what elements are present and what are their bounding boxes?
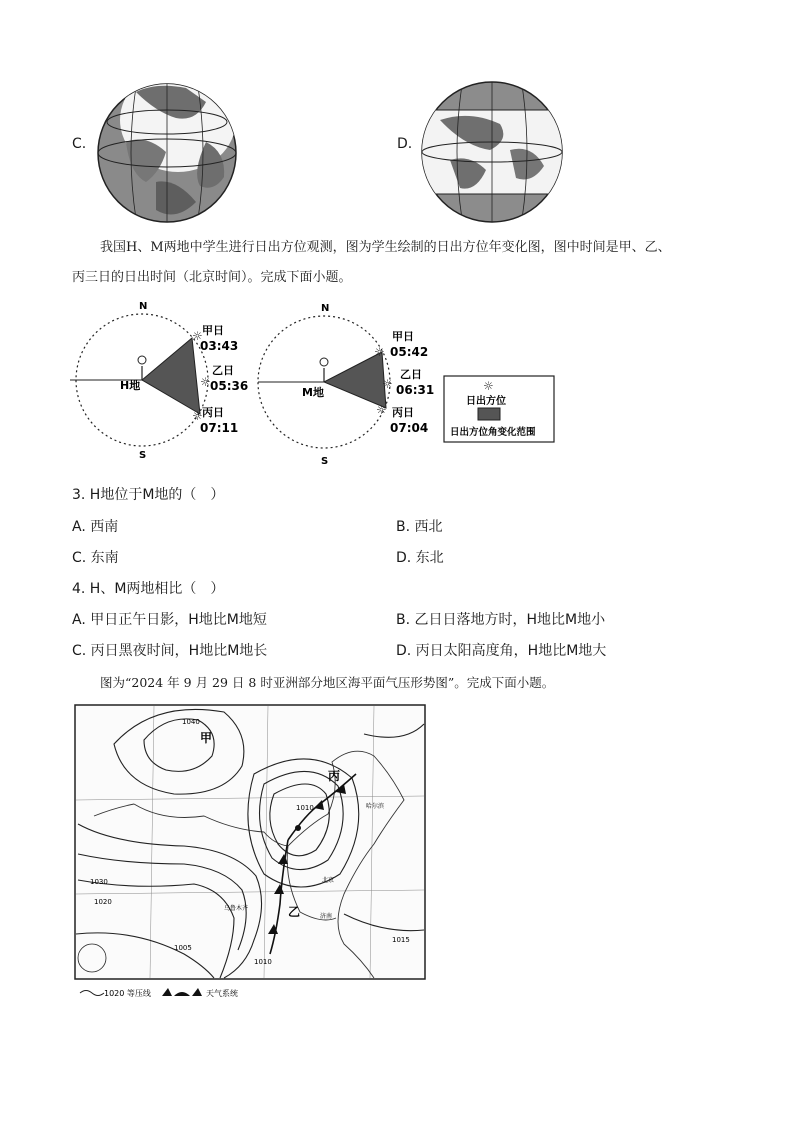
q4-stem: 4. H、M两地相比（ ） — [72, 581, 225, 597]
m-south-label: S — [321, 456, 329, 467]
intro-weather-map: 图为“2024 年 9 月 29 日 8 时亚洲部分地区海平面气压形势图”。完成下面小题。 — [100, 675, 555, 690]
m-sun-yi-icon: ☼ — [382, 377, 393, 391]
globe-d-figure — [420, 80, 564, 224]
intro-line-2: 丙三日的日出时间（北京时间）。完成下面小题。 — [72, 270, 352, 285]
map-legend — [80, 988, 238, 998]
pressure-map-figure — [74, 704, 426, 1004]
city-urumqi: 乌鲁木齐 — [224, 905, 249, 912]
option-d-label: D. — [397, 136, 413, 152]
isobar-1030: 1030 — [90, 878, 108, 886]
q4-option-a[interactable]: A. 甲日正午日影，H地比M地短 — [72, 612, 267, 628]
sunrise-azimuth-figure — [70, 296, 570, 468]
q3-option-c[interactable]: C. 东南 — [72, 550, 119, 566]
m-bing-time: 07:04 — [390, 421, 429, 435]
q3-option-d[interactable]: D. 东北 — [396, 550, 444, 566]
map-label-bing: 丙 — [328, 769, 341, 783]
m-jia-label: 甲日 — [392, 330, 414, 343]
legend-front: 天气系统 — [206, 989, 238, 998]
isobar-1015: 1015 — [392, 936, 410, 944]
map-label-yi: 乙 — [288, 905, 301, 919]
h-yi-time: 05:36 — [210, 379, 249, 393]
m-jia-time: 05:42 — [390, 345, 429, 359]
h-north-label: N — [139, 301, 148, 312]
h-range-sector — [142, 338, 200, 414]
map-label-jia: 甲 — [200, 731, 213, 745]
globe-c-figure — [96, 82, 238, 224]
h-sun-yi-icon: ☼ — [200, 375, 211, 389]
m-yi-time: 06:31 — [396, 383, 435, 397]
h-yi-label: 乙日 — [212, 364, 234, 377]
h-sun-bing-icon: ☼ — [192, 409, 203, 423]
isobar-1010: 1010 — [296, 804, 314, 812]
legend-range-label: 日出方位角变化范围 — [450, 427, 536, 438]
compass-legend — [444, 376, 554, 442]
q4-option-c[interactable]: C. 丙日黑夜时间，H地比M地长 — [72, 643, 268, 659]
h-south-label: S — [139, 450, 147, 461]
q3-option-b[interactable]: B. 西北 — [396, 519, 443, 535]
m-range-sector — [324, 352, 386, 408]
m-sun-jia-icon: ☼ — [374, 345, 385, 359]
q3-stem: 3. H地位于M地的（ ） — [72, 487, 225, 503]
intro-line-1: 我国H、M两地中学生进行日出方位观测，图为学生绘制的日出方位年变化图，图中时间是甲、乙、 — [100, 240, 671, 255]
h-bing-time: 07:11 — [200, 421, 239, 435]
isobar-1005: 1005 — [174, 944, 192, 952]
m-yi-label: 乙日 — [400, 368, 422, 381]
city-jinan: 济南 — [320, 913, 333, 920]
h-jia-label: 甲日 — [202, 324, 224, 337]
h-site-label: H地 — [120, 379, 141, 392]
option-c-label: C. — [72, 136, 87, 152]
m-site-label: M地 — [302, 386, 324, 399]
city-harbin: 哈尔滨 — [366, 803, 385, 810]
h-compass — [70, 301, 248, 461]
m-compass — [258, 303, 434, 467]
isobar-1020: 1020 — [94, 898, 112, 906]
legend-sunrise-label: 日出方位 — [466, 396, 506, 407]
q3-option-a[interactable]: A. 西南 — [72, 519, 119, 535]
h-bing-label: 丙日 — [202, 406, 224, 419]
isobar-1010-b: 1010 — [254, 958, 272, 966]
legend-range-swatch — [478, 408, 500, 420]
q4-option-b[interactable]: B. 乙日日落地方时，H地比M地小 — [396, 612, 606, 628]
q4-option-d[interactable]: D. 丙日太阳高度角，H地比M地大 — [396, 643, 607, 659]
m-north-label: N — [321, 303, 330, 314]
legend-sun-icon: ☼ — [483, 379, 494, 393]
h-sun-jia-icon: ☼ — [192, 329, 203, 343]
isobar-1040: 1040 — [182, 718, 200, 726]
h-jia-time: 03:43 — [200, 339, 239, 353]
city-beijing: 北京 — [322, 877, 335, 884]
m-bing-label: 丙日 — [392, 406, 414, 419]
legend-isobar: 1020 等压线 — [104, 989, 151, 998]
m-sun-bing-icon: ☼ — [376, 403, 387, 417]
